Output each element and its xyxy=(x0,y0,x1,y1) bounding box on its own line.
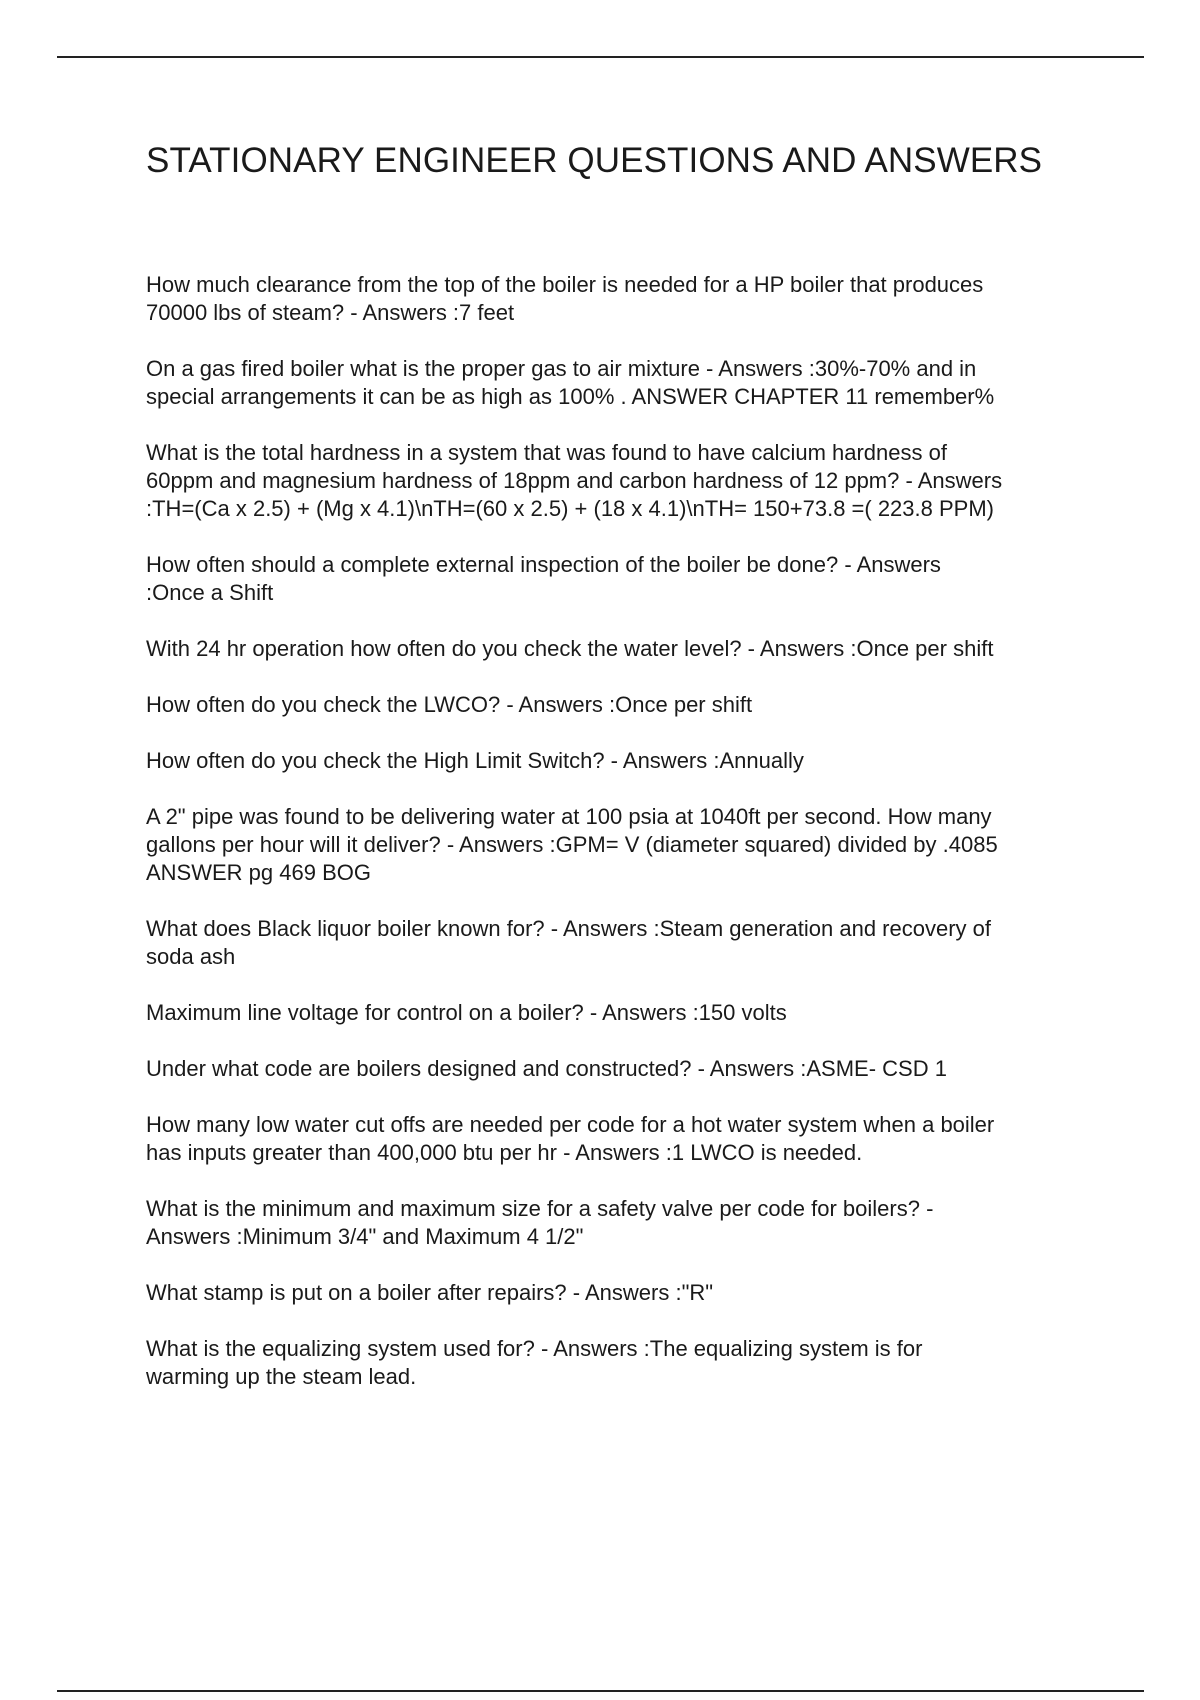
qa-item: How often do you check the High Limit Switch? - Answers :Annually xyxy=(146,748,804,773)
qa-item: What is the total hardness in a system that was found to have calcium hardness of 60ppm and magnesium hardness of 18ppm and carbon hardness of 12 ppm? - Answers :TH=(Ca x 2.5) + (Mg x 4.1)\nTH=(60 x 2.5) + (18 x 4.1)\nTH= 150+73.8 =( 223.8 PPM) xyxy=(146,440,1003,521)
qa-item: How often should a complete external inspection of the boiler be done? - Answers :Once a Shift xyxy=(146,552,941,605)
bottom-divider xyxy=(57,1690,1144,1692)
qa-item: A 2" pipe was found to be delivering water at 100 psia at 1040ft per second. How many gallons per hour will it deliver? - Answers :GPM= V (diameter squared) divided by .4085 ANSWER pg 469 BOG xyxy=(146,804,998,885)
qa-list xyxy=(146,271,1096,1419)
qa-item: On a gas fired boiler what is the proper gas to air mixture - Answers :30%-70% and in special arrangements it can be as high as 100% . ANSWER CHAPTER 11 remember% xyxy=(146,356,995,409)
page-title: STATIONARY ENGINEER QUESTIONS AND ANSWERS xyxy=(146,141,1043,180)
qa-item: How much clearance from the top of the boiler is needed for a HP boiler that produces 70000 lbs of steam? - Answers :7 feet xyxy=(146,272,984,325)
qa-item: Under what code are boilers designed and constructed? - Answers :ASME- CSD 1 xyxy=(146,1056,947,1081)
qa-item: With 24 hr operation how often do you check the water level? - Answers :Once per shift xyxy=(146,636,994,661)
qa-item: What is the minimum and maximum size for a safety valve per code for boilers? - Answers :Minimum 3/4" and Maximum 4 1/2" xyxy=(146,1196,934,1249)
qa-item: How many low water cut offs are needed per code for a hot water system when a boiler has inputs greater than 400,000 btu per hr - Answers :1 LWCO is needed. xyxy=(146,1112,995,1165)
top-divider xyxy=(57,56,1144,58)
qa-item: Maximum line voltage for control on a boiler? - Answers :150 volts xyxy=(146,1000,787,1025)
qa-item: What stamp is put on a boiler after repairs? - Answers :"R" xyxy=(146,1280,714,1305)
qa-item: How often do you check the LWCO? - Answers :Once per shift xyxy=(146,692,753,717)
qa-item: What does Black liquor boiler known for? - Answers :Steam generation and recovery of soda ash xyxy=(146,916,991,969)
qa-item: What is the equalizing system used for? - Answers :The equalizing system is for warming up the steam lead. xyxy=(146,1336,923,1389)
